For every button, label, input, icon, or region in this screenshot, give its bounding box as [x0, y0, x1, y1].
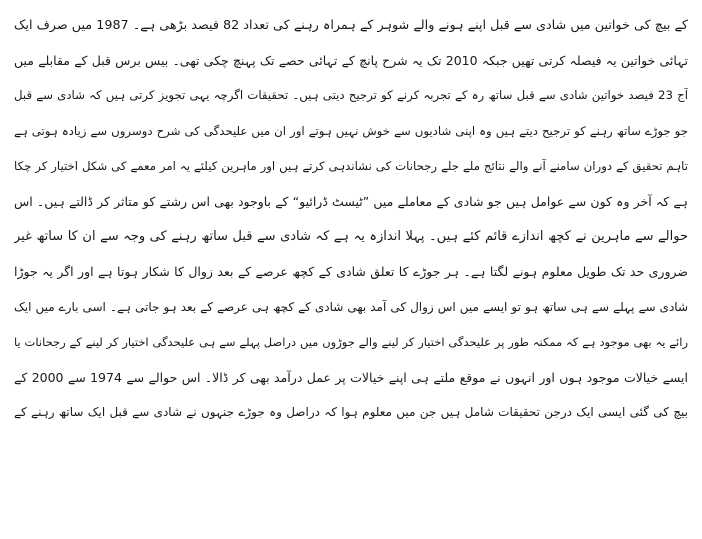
article-line-9: شادی سے پہلے سے ہی ساتھ ہو تو ایسے میں اس زوال کی آمد بھی شادی کے کچھ ہی عرصے کے بعد ہو جاتی ہے۔ اسی بارے میں ایک [14, 299, 688, 314]
article-line-6: ہے کہ آخر وہ کون سے عوامل ہیں جو شادی کے معاملے میں ”ٹیسٹ ڈرائیو“ کے باوجود بھی اس رشتے کو متاثر کر ڈالتے ہیں۔ اس [14, 193, 688, 209]
article-line-2: تہائی خواتین یہ فیصلہ کرتی تھیں جبکہ 2010 تک یہ شرح پانچ کے تہائی حصے تک پہنچ چکی تھی۔ بیس برس قبل کے مقابلے میں [14, 53, 688, 69]
article-line-3: آج 23 فیصد خواتین شادی سے قبل ساتھ رہ کے تجربہ کرنے کو ترجیح دیتی ہیں۔ تحقیقات اگرچہ یہی تجویز کرتی ہیں کہ شادی سے قبل [14, 88, 688, 103]
article-line-1: کے بیچ کی خواتین میں شادی سے قبل اپنے ہونے والے شوہر کے ہمراہ رہنے کی تعداد 82 فیصد بڑھی ہے۔ 1987 میں صرف ایک [14, 18, 688, 33]
article-line-7: حوالے سے ماہرین نے کچھ اندازے قائم کئے ہیں۔ پہلا اندازہ یہ ہے کہ شادی سے قبل ساتھ رہنے کی وجہ سے ان کا ساتھ غیر [14, 229, 688, 245]
article-line-4: جو جوڑے ساتھ رہنے کو ترجیح دیتے ہیں وہ اپنی شادیوں سے خوش نہیں ہوتے اور ان میں علیحدگی کی شرح دوسروں سے زیادہ ہوتی ہے [14, 123, 688, 138]
article-line-8: ضروری حد تک طویل معلوم ہونے لگتا ہے۔ ہر جوڑے کا تعلق شادی کے کچھ عرصے کے بعد زوال کا شکار ہوتا ہے اور اگر یہ جوڑا [14, 264, 688, 280]
article-line-10: رائے یہ بھی موجود ہے کہ ممکنہ طور پر علیحدگی اختیار کر لینے والے جوڑوں میں دراصل پہلے سے ہی علیحدگی اختیار کر لینے کے رجحانات یا [14, 334, 688, 349]
article-line-12: بیچ کی گئی ایسی ایک درجن تحقیقات شامل ہیں جن میں معلوم ہوا کہ دراصل وہ جوڑے جنہوں نے شادی سے قبل ایک ساتھ رہنے کے [14, 405, 688, 420]
article-body [14, 8, 688, 430]
article-line-11: ایسے خیالات موجود ہوں اور انہوں نے موقع ملتے ہی اپنے خیالات پر عمل درآمد بھی کر ڈالا۔ اس حوالے سے 1974 سے 2000 کے [14, 369, 688, 385]
article-line-5: تاہم تحقیق کے دوران سامنے آنے والے نتائج ملے جلے رجحانات کی نشاندہی کرتے ہیں اور ماہرین کیلئے یہ امر معمے کی شکل اختیار کر چکا [14, 158, 688, 173]
